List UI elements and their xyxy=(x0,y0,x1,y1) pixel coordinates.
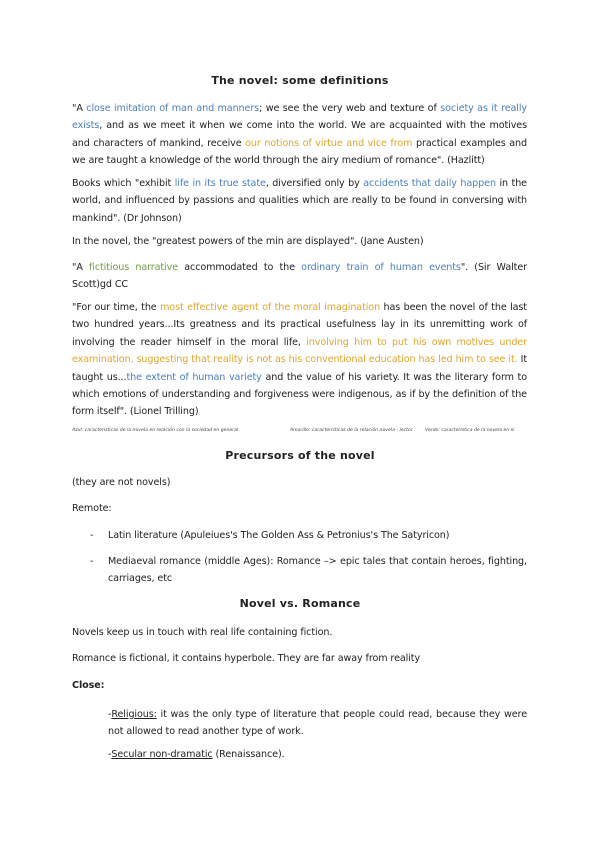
page-title: The novel: some definitions xyxy=(211,74,389,87)
definition-hazlitt xyxy=(72,100,527,170)
section-title-precursors: Precursors of the novel xyxy=(225,449,375,462)
item-label: Secular non-dramatic xyxy=(111,749,213,760)
romance-definition: Romance is fictional, it contains hyperbole. They are far away from reality xyxy=(72,653,421,664)
highlight-blue: close imitation of man and manners xyxy=(86,103,260,114)
list-item: Mediaeval romance (middle Ages): Romance –> epic tales that contain heroes, fighting, carriages, etc xyxy=(108,556,527,585)
text-run: ". (Sir Walter Scott)gd CC xyxy=(72,262,527,291)
close-label: Close: xyxy=(72,680,105,691)
precursors-note: (they are not novels) xyxy=(72,477,171,488)
text-run: , diversified only by xyxy=(265,178,364,189)
legend-orange: Amarillo: características de la relación novela - lector xyxy=(290,428,413,433)
item-text: it was the only type of literature that people could read, because they were not allowed to read another type of work. xyxy=(108,709,527,738)
text-run: "A xyxy=(72,262,89,273)
text-run: ; we see the very web and texture of xyxy=(259,103,441,114)
section-title-novel-vs-romance: Novel vs. Romance xyxy=(239,597,361,610)
highlight-blue: the extent of human variety xyxy=(126,371,262,383)
highlight-orange: involving him to put his own motives under examination, suggesting that reality is not as his conventional education has led him to see it. xyxy=(72,336,527,366)
list-bullet: - xyxy=(90,556,94,567)
novel-definition: Novels keep us in touch with real life containing fiction. xyxy=(72,627,333,638)
legend-blue: Azul: características de la novela en relación con la sociedad en general xyxy=(72,428,239,433)
text-run: Books which "exhibit xyxy=(72,178,175,189)
highlight-blue: ordinary train of human events xyxy=(301,262,461,273)
text-run: It taught us... xyxy=(72,354,527,383)
text-run: "For our time, the xyxy=(72,302,161,313)
item-label: Religious: xyxy=(111,709,157,720)
highlight-blue: society as it really exists xyxy=(72,103,527,132)
text-run: accommodated to the xyxy=(178,262,302,273)
text-run: practical examples and we are taught a knowledge of the world through the airy medium of romance". (Hazlitt) xyxy=(72,137,527,167)
close-item-religious xyxy=(108,706,527,741)
text-run: in the world, and influenced by passions and qualities which are really to be found in conversing with mankind". (Dr Johnson) xyxy=(72,178,527,224)
item-prefix: - xyxy=(108,709,112,720)
definition-austen: In the novel, the "greatest powers of the min are displayed". (Jane Austen) xyxy=(72,236,424,247)
text-run: and the value of his variety. It was the literary form to which emotions of understanding and forgiveness were indigenous, as if by the definition of the form itself". (Lionel Trilling) xyxy=(72,371,527,418)
close-item-secular xyxy=(108,746,527,763)
remote-label: Remote: xyxy=(72,503,112,514)
text-run: "A xyxy=(72,103,87,114)
highlight-orange: most effective agent of the moral imagination xyxy=(160,302,381,313)
list-bullet: - xyxy=(90,530,94,541)
highlight-orange: our notions of virtue and vice from xyxy=(245,137,413,149)
text-run: has been the novel of the last two hundred years...Its greatness and its practical usefulness lay in its unremitting work of involving the reader himself in the moral life, xyxy=(72,302,527,348)
list-item: Latin literature (Apuleiues's The Golden Ass & Petronius's The Satyricon) xyxy=(108,530,450,541)
definition-johnson xyxy=(72,175,527,227)
item-prefix: - xyxy=(108,749,112,760)
highlight-green: fictitious narrative xyxy=(89,262,179,273)
highlight-blue: life in its true state xyxy=(174,178,266,189)
highlight-blue: accidents that daily happen xyxy=(363,178,496,189)
definition-trilling xyxy=(72,299,527,421)
text-run: , and as we meet it when we come into the world. We are acquainted with the motives and characters of mankind, receive xyxy=(72,120,527,149)
item-text: (Renaissance). xyxy=(212,749,285,760)
definition-scott xyxy=(72,259,527,294)
legend-green: Verde: característica de la novela en sí xyxy=(425,428,515,433)
